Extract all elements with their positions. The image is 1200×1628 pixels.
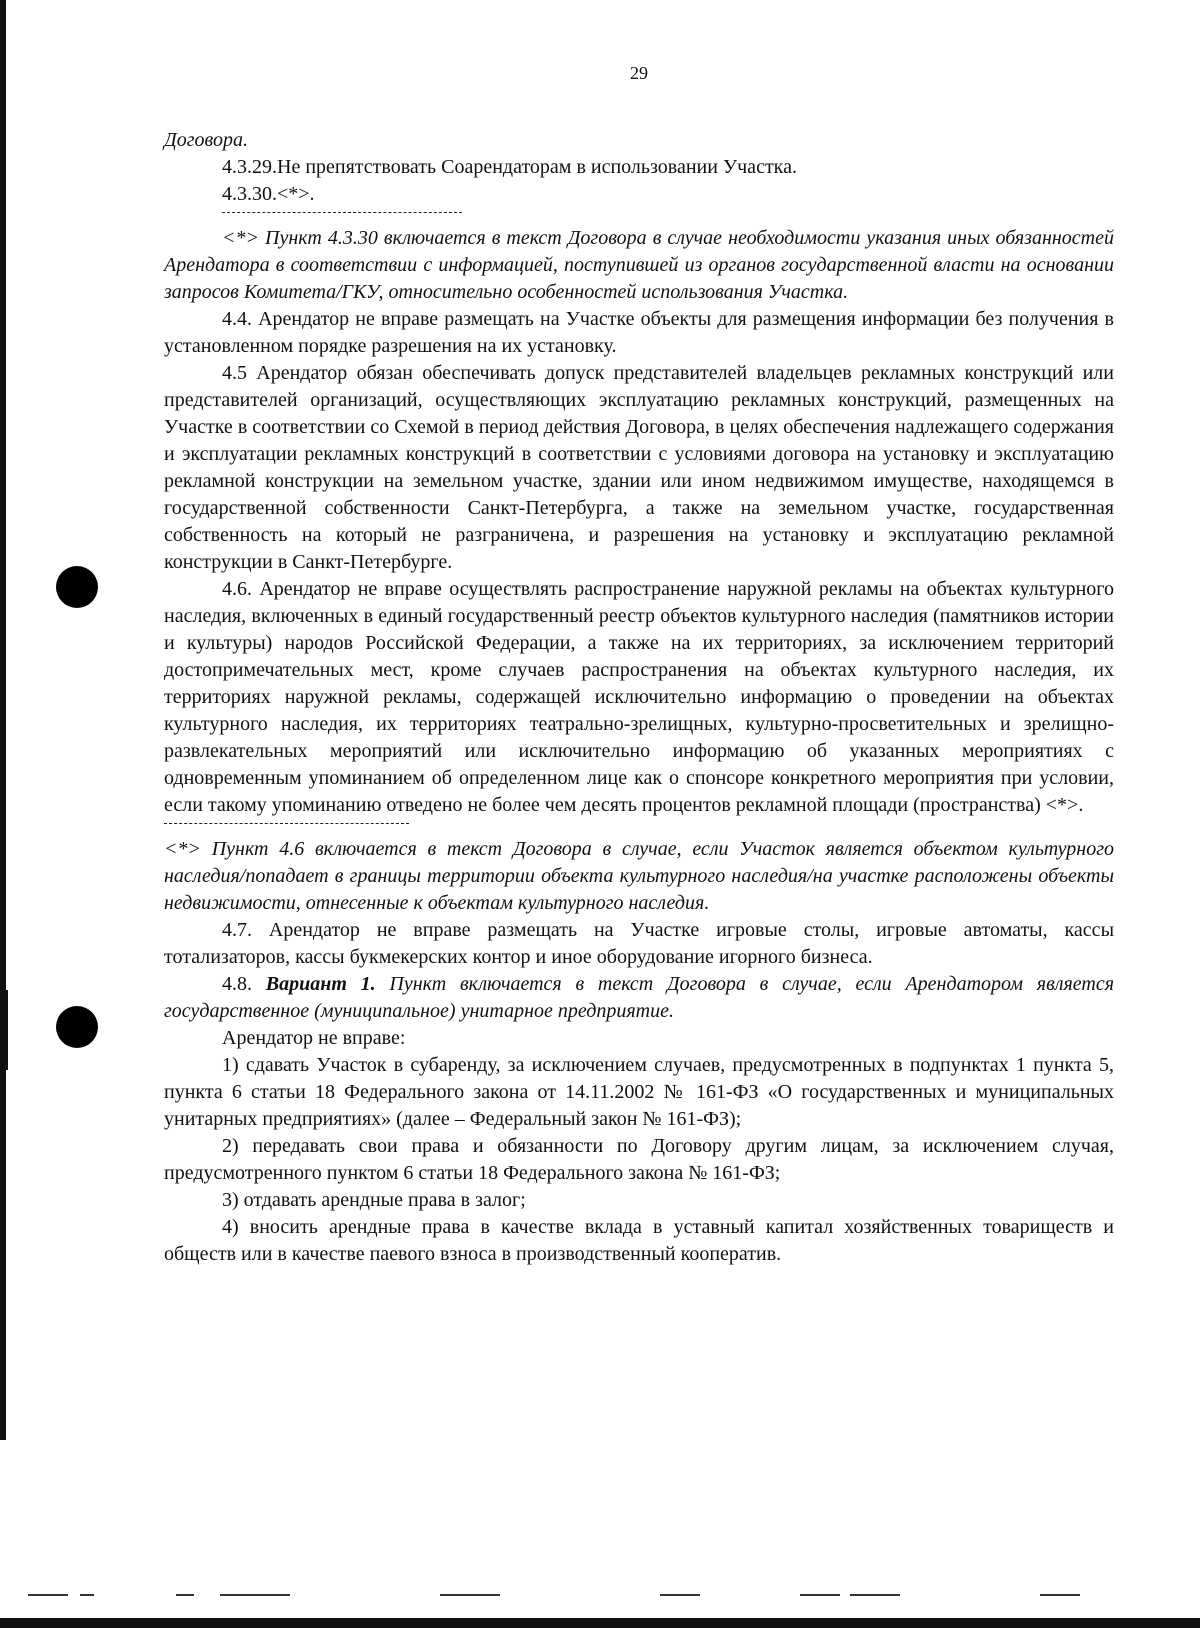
paragraph: 2) передавать свои права и обязанности по Договору другим лицам, за исключением случая, предусмотренного пунктом 6 статьи 18 Федерального закона № 161-ФЗ; [164, 1135, 1114, 1184]
scan-footer-marks [20, 1594, 1180, 1598]
paragraph: 1) сдавать Участок в субаренду, за исключением случаев, предусмотренных в подпунктах 1 пункта 5, пункта 6 статьи 18 Федерального закона от 14.11.2002 № 161-ФЗ «О государственных и муниципальных унитарных предприятиях» (далее – Федеральный закон № 161-ФЗ); [164, 1054, 1114, 1130]
scan-left-edge [0, 0, 6, 1440]
page-number: 29 [630, 63, 648, 83]
footnote-text: Договора. [164, 129, 248, 151]
document-body [164, 127, 1114, 1268]
paragraph: 4.6. Арендатор не вправе осуществлять распространение наружной рекламы на объектах культурного наследия, включенных в единый государственный реестр объектов культурного наследия (памятников истории и культуры) народов Российской Федерации, а также на их территориях, за исключением территорий достопримечательных мест, кроме случаев распространения на объектах культурного наследия, их территориях наружной рекламы, содержащей исключительно информацию о проведении на объектах культурного наследия, их территориях театрально-зрелищных, культурно-просветительных и зрелищно-развлекательных мероприятий или исключительно информацию об указанных мероприятиях с одновременным упоминанием об определенном лице как о спонсоре конкретного мероприятия при условии, если такому упоминанию отведено не более чем десять процентов рекламной площади (пространства) <*>. [164, 578, 1114, 816]
document-page [164, 60, 1114, 1268]
scan-left-edge-mark [6, 990, 8, 1070]
paragraph: 4) вносить арендные права в качестве вклада в уставный капитал хозяйственных товариществ и обществ или в качестве паевого взноса в производственный кооператив. [164, 1216, 1114, 1265]
paragraph: 4.3.29.Не препятствовать Соарендаторам в использовании Участка. [222, 156, 797, 178]
punch-hole [56, 566, 98, 608]
variant-text: Пункт включается в текст Договора в случае, если Арендатором является государственное (муниципальное) унитарное предприятие. [164, 973, 1115, 1022]
footnote-text: <*> Пункт 4.3.30 включается в текст Договора в случае необходимости указания иных обязанностей Арендатора в соответствии с информацией, поступившей из органов государственной власти на основании запросов Комитета/ГКУ, относительно особенностей использования Участка. [164, 227, 1114, 303]
paragraph: 4.7. Арендатор не вправе размещать на Участке игровые столы, игровые автоматы, кассы тотализаторов, кассы букмекерских контор и иное оборудование игорного бизнеса. [164, 919, 1114, 968]
paragraph: Арендатор не вправе: [222, 1027, 406, 1049]
footnote-separator [222, 212, 462, 219]
punch-hole [56, 1006, 98, 1048]
paragraph: 4.3.30.<*>. [222, 183, 315, 205]
clause-number: 4.8. [222, 973, 266, 995]
paragraph: 4.5 Арендатор обязан обеспечивать допуск представителей владельцев рекламных конструкций или представителей организаций, осуществляющих эксплуатацию рекламных конструкций, размещенных на Участке в соответствии со Схемой в период действия Договора, в целях обеспечения надлежащего содержания и эксплуатации рекламных конструкций в соответствии с условиями договора на установку и эксплуатацию рекламной конструкции на земельном участке, здании или ином недвижимом имуществе, находящемся в государственной собственности Санкт-Петербурга, а также на земельном участке, государственная собственность на который не разграничена, и разрешения на установку и эксплуатацию рекламной конструкции в Санкт-Петербурге. [164, 362, 1114, 573]
paragraph: 4.4. Арендатор не вправе размещать на Участке объекты для размещения информации без получения в установленном порядке разрешения на их установку. [164, 308, 1114, 357]
footnote-text: <*> Пункт 4.6 включается в текст Договора в случае, если Участок является объектом культурного наследия/попадает в границы территории объекта культурного наследия/на участке расположены объекты недвижимости, отнесенные к объектам культурного наследия. [164, 838, 1114, 914]
paragraph: 3) отдавать арендные права в залог; [222, 1189, 526, 1211]
scan-bottom-edge [0, 1618, 1200, 1628]
footnote-separator [164, 823, 409, 830]
variant-label: Вариант 1. [265, 973, 376, 995]
paragraph-4-8 [164, 971, 1114, 1025]
